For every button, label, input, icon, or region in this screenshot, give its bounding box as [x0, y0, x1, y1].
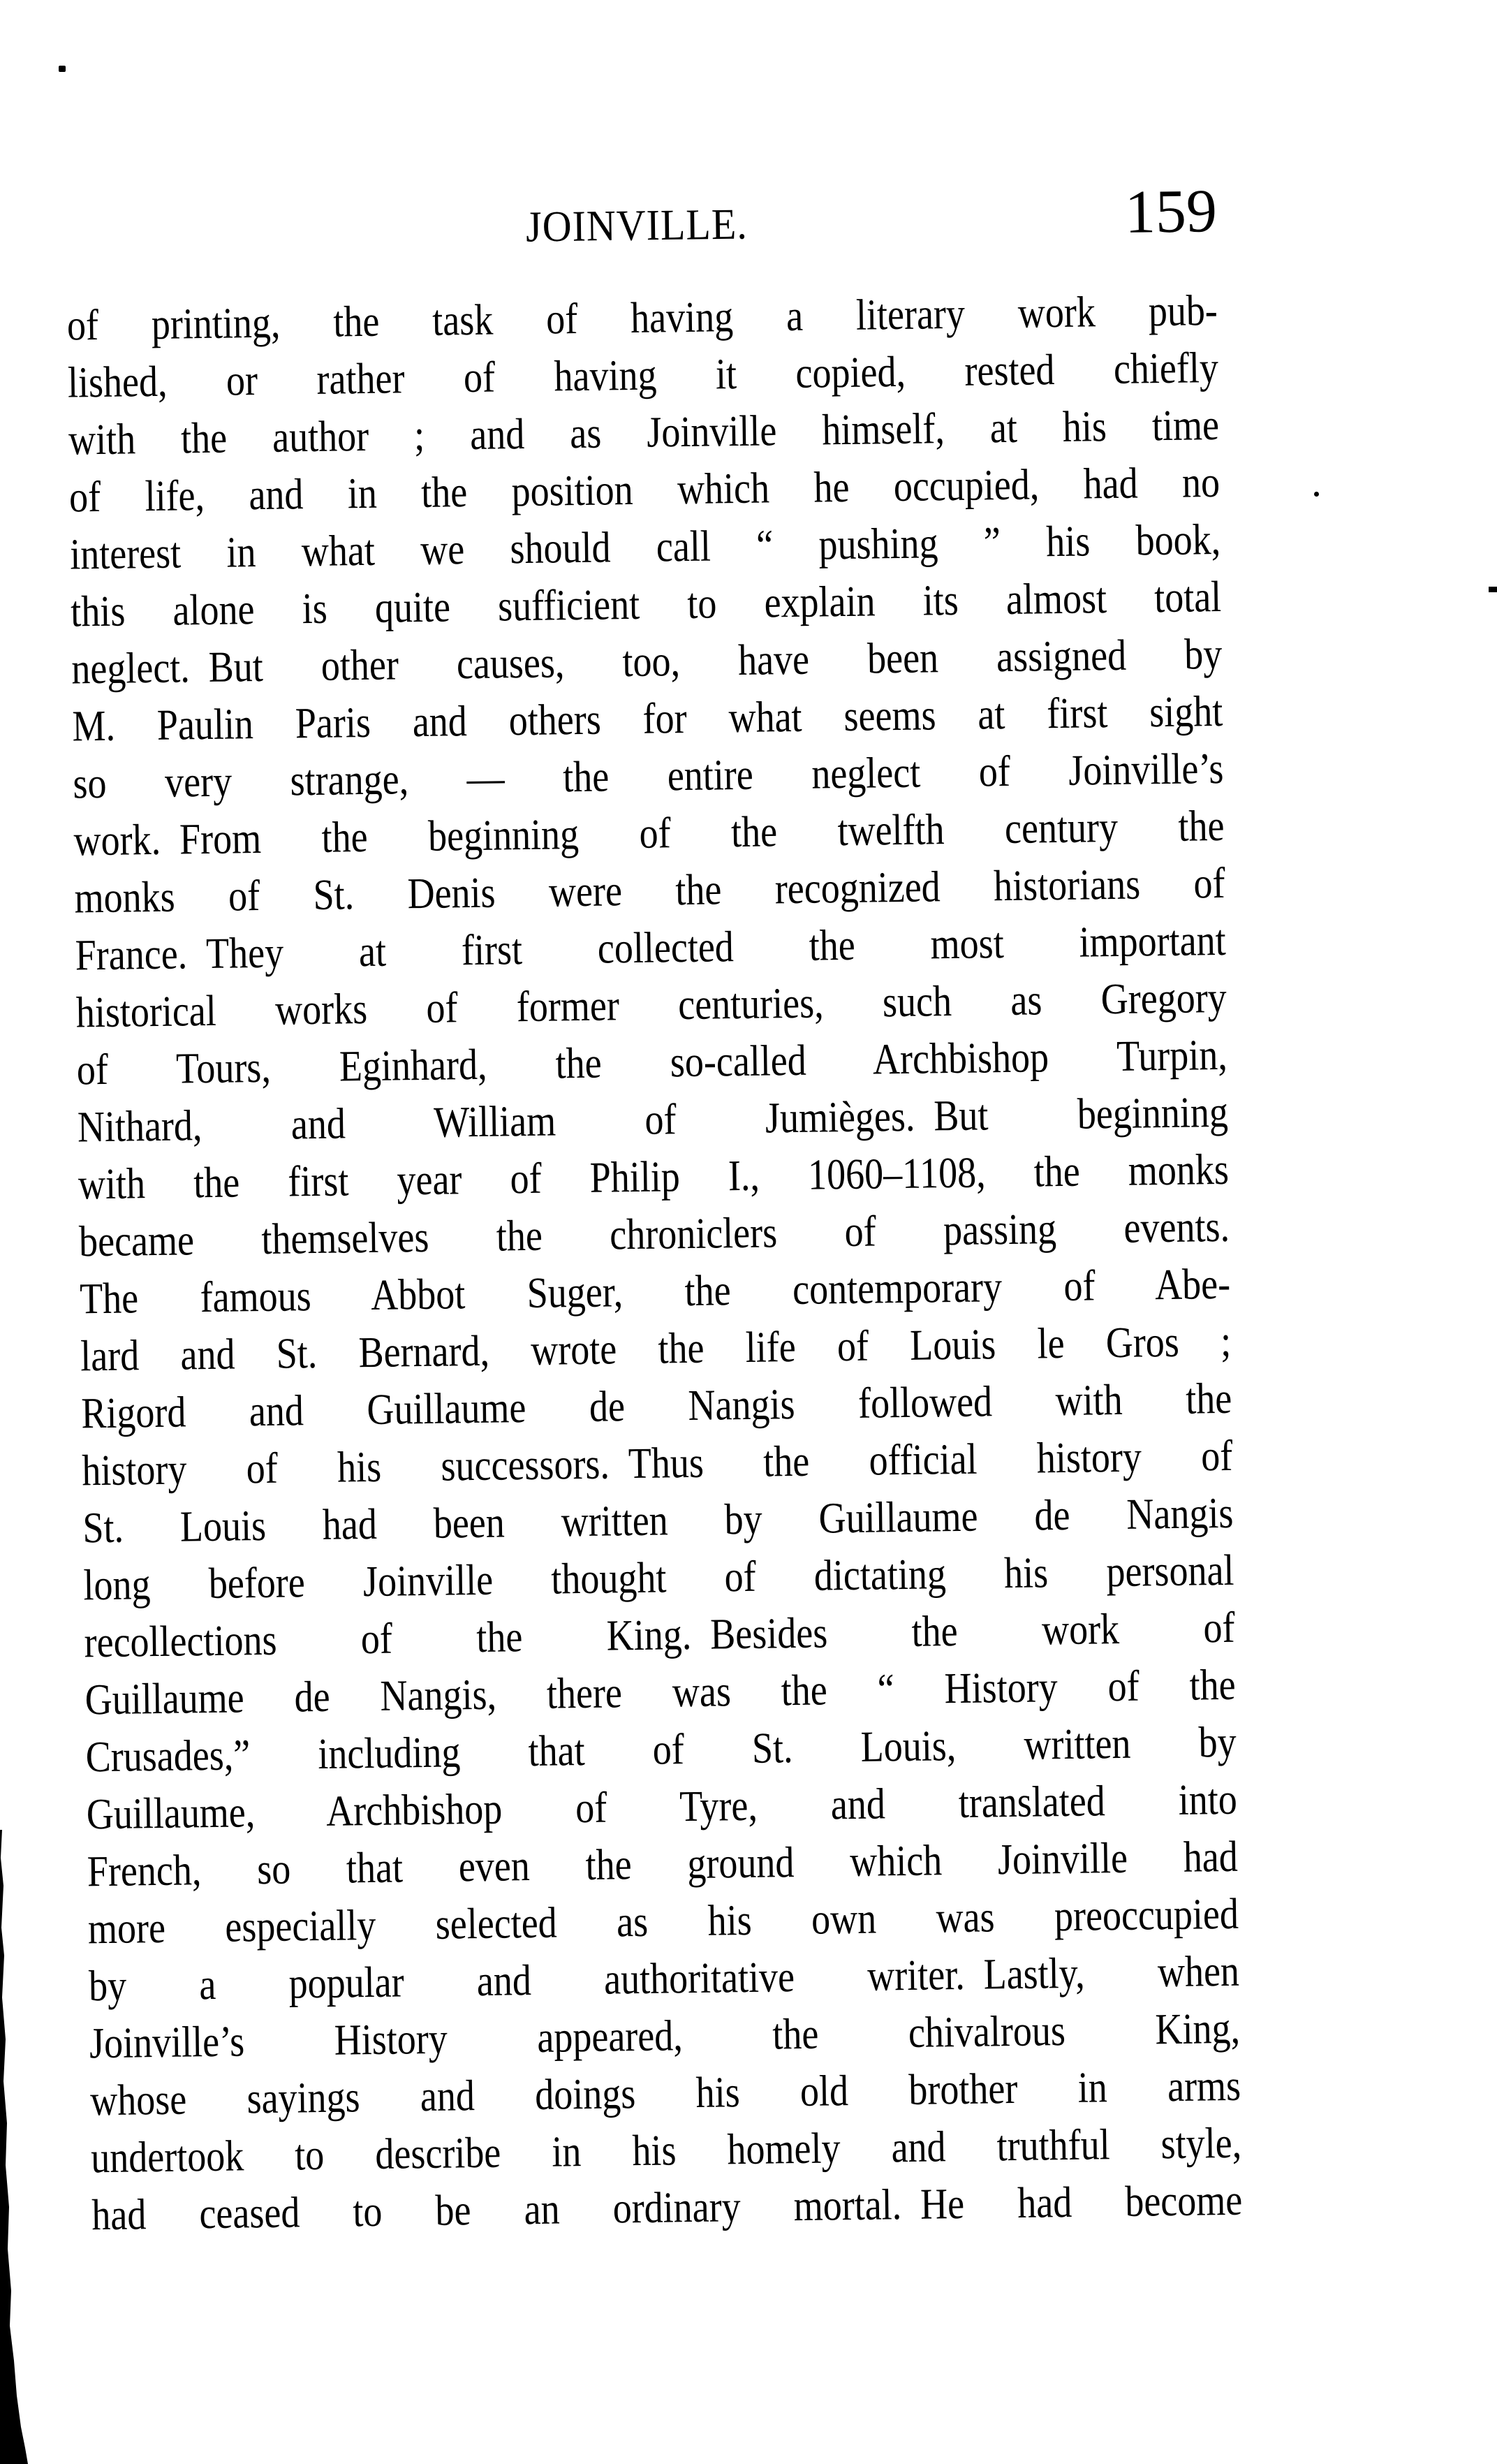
- text-line: recollections of the King. Besides the work of: [84, 1603, 1235, 1667]
- page-number: 159: [1124, 177, 1218, 247]
- text-line: St. Louis had been written by Guillaume de Nangis: [82, 1488, 1234, 1553]
- text-line: so very strange, — the entire neglect of Joinville’s: [73, 744, 1224, 808]
- ink-speck: [1314, 492, 1319, 497]
- text-line: Joinville’s History appeared, the chivalrous King,: [89, 2004, 1241, 2068]
- text-line: Crusades,” including that of St. Louis, written by: [85, 1717, 1237, 1782]
- text-line: lished, or rather of having it copied, rested chiefly: [67, 343, 1219, 407]
- text-line: this alone is quite sufficient to explain its almost total: [70, 572, 1222, 636]
- text-line: more especially selected as his own was preoccupied: [87, 1889, 1239, 1953]
- scan-edge-mark: [8, 2380, 12, 2407]
- text-line: Nithard, and William of Jumièges. But beginning: [77, 1087, 1229, 1152]
- text-line: work. From the beginning of the twelfth century the: [73, 801, 1225, 865]
- text-line: Rigord and Guillaume de Nangis followed with the: [80, 1374, 1232, 1438]
- text-line: long before Joinville thought of dictating his personal: [83, 1546, 1234, 1610]
- text-line: became themselves the chroniclers of passing events.: [78, 1202, 1230, 1266]
- text-line: Guillaume, Archbishop of Tyre, and translated into: [86, 1775, 1238, 1839]
- text-line: monks of St. Denis were the recognized historians of: [74, 858, 1225, 923]
- text-line: neglect. But other causes, too, have been assigned by: [71, 629, 1223, 694]
- text-line: historical works of former centuries, such as Gregory: [75, 973, 1227, 1037]
- text-line: France. They at first collected the most important: [75, 916, 1227, 980]
- text-line: of printing, the task of having a literary work pub-: [66, 286, 1218, 350]
- text-line: interest in what we should call “ pushing ” his book,: [69, 515, 1221, 579]
- running-header: JOINVILLE.: [525, 199, 748, 251]
- scan-edge-mark: [9, 2415, 13, 2437]
- text-line: with the first year of Philip I., 1060–1108, the monks: [78, 1145, 1230, 1209]
- text-line: whose sayings and doings his old brother in arms: [89, 2061, 1241, 2125]
- text-line: of life, and in the position which he occupied, had no: [68, 457, 1221, 522]
- text-line: French, so that even the ground which Joinville had: [87, 1832, 1239, 1896]
- text-line: by a popular and authoritative writer. Lastly, when: [88, 1946, 1240, 2011]
- ink-speck: [1489, 587, 1497, 592]
- text-line: The famous Abbot Suger, the contemporary of Abe-: [79, 1259, 1231, 1323]
- text-line: with the author ; and as Joinville himself, at his time: [68, 400, 1220, 464]
- text-line: M. Paulin Paris and others for what seems at first sight: [71, 687, 1223, 751]
- text-line: undertook to describe in his homely and truthful style,: [90, 2118, 1242, 2183]
- text-line: lard and St. Bernard, wrote the life of Louis le Gros ;: [80, 1317, 1232, 1381]
- text-line: history of his successors. Thus the official history of: [81, 1431, 1233, 1495]
- page-text: [66, 281, 1242, 2243]
- ink-speck: [59, 66, 66, 72]
- text-line: Guillaume de Nangis, there was the “ History of the: [84, 1660, 1236, 1724]
- text-line: of Tours, Eginhard, the so-called Archbishop Turpin,: [76, 1030, 1228, 1094]
- text-line: had ceased to be an ordinary mortal. He had become: [91, 2176, 1243, 2240]
